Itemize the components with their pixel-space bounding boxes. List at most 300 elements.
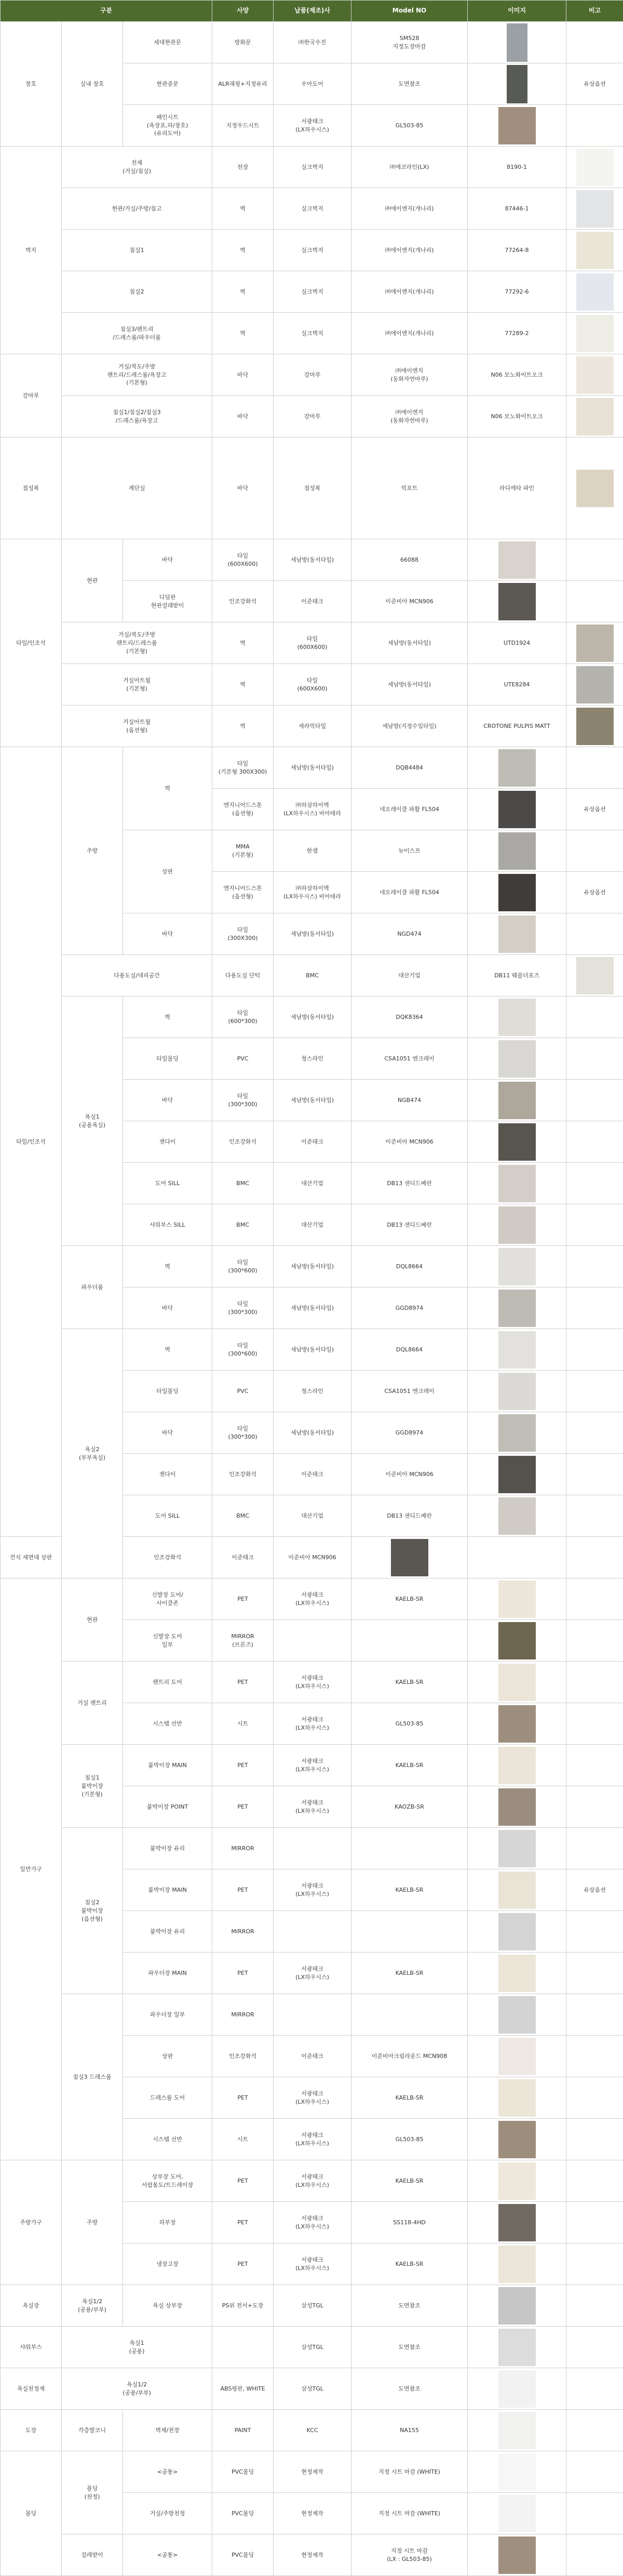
material-swatch [498,1497,536,1535]
table-cell [123,1578,212,1620]
remark-cell [566,22,623,63]
cell-text: 시스템 선반 [153,1720,182,1727]
cell-text: 천장 [237,164,248,170]
cell-text: 바닥 [162,931,173,937]
table-cell [62,2160,123,2285]
material-swatch [576,398,614,435]
cell-text: <공통> [157,2468,178,2475]
remark-text: 유상옵션 [584,1887,606,1893]
remark-cell [566,2243,623,2285]
cell-text: 실내 창호 [80,81,104,87]
material-swatch [498,1331,536,1369]
cell-text: 벽 [240,640,246,646]
cell-text: ALR래핑+지정유리 [218,81,267,87]
image-cell [468,1412,566,1454]
cell-text: 삼성TGL [301,2385,323,2392]
table-cell [274,1911,351,1953]
table-cell [351,2202,468,2243]
table-cell [274,1537,351,1578]
cell-text: PET [237,2261,248,2267]
cell-text: MIRROR [231,2011,254,2018]
cell-text: SM528 지정도장마감 [393,35,426,50]
table-cell [351,63,468,105]
table-cell [62,396,212,437]
material-swatch [498,1622,536,1659]
table-cell [351,2451,468,2493]
cell-text: 현정제작 [301,2510,323,2517]
table-cell [212,1454,274,1495]
cell-text: 현정제작 [301,2468,323,2475]
cell-text: 벽 [165,785,170,792]
table-cell [274,2202,351,2243]
image-cell [468,2243,566,2285]
cell-text: 실크벽지 [301,164,323,170]
material-swatch [498,2246,536,2283]
remark-cell [566,2160,623,2202]
cell-text: 벽체/천장 [155,2427,179,2434]
material-swatch [498,1581,536,1618]
cell-text: 청스라인 [301,1388,323,1395]
table-cell [62,271,212,313]
table-cell [351,872,468,913]
table-row [1,622,623,664]
table-cell [62,1745,123,1828]
cell-text: 도면참조 [398,2302,421,2309]
table-cell [274,2410,351,2451]
image-cell [468,1745,566,1786]
image-cell [468,1121,566,1163]
image-cell [566,271,623,313]
material-swatch [498,791,536,828]
material-swatch [498,541,536,579]
image-cell [468,789,566,830]
table-cell [1,437,62,539]
cell-text: 타일 (300*600) [228,1342,257,1357]
remark-cell [566,2534,623,2576]
image-cell [468,2119,566,2160]
cell-text: 침실1 [129,247,144,254]
cell-text: 8190-1 [507,164,527,170]
table-cell [351,1204,468,1246]
table-cell [351,1454,468,1495]
table-cell [123,1495,212,1537]
table-cell [351,1038,468,1080]
cell-text: 욕실장 [23,2302,39,2309]
cell-text: DB11 웨블더포즈 [494,972,539,979]
cell-text: 젠다이 [159,1138,176,1145]
cell-text: NGD474 [397,931,421,937]
remark-cell [566,2451,623,2493]
cell-text: 87446-1 [505,205,529,212]
cell-text: KAELB-SR [396,1596,424,1602]
table-cell [123,1994,212,2036]
table-cell [274,1662,351,1703]
image-cell [566,664,623,706]
image-cell [468,1869,566,1911]
table-cell [123,2160,212,2202]
material-swatch [576,315,614,352]
table-cell [351,1578,468,1620]
cell-text: BMC [306,972,319,979]
cell-text: 벽 [165,1014,170,1020]
table-cell [351,105,468,147]
image-cell [468,1246,566,1287]
cell-text: KAOZB-SR [395,1803,424,1810]
table-cell [62,437,212,539]
table-cell [468,188,566,230]
header-category: 구분 [1,1,212,22]
cell-text: ㈜에이엔지(개나리) [385,330,434,337]
table-cell [212,1495,274,1537]
cell-text: 디딤판 현관걸레받이 [151,594,184,609]
table-cell [351,1869,468,1911]
table-cell [351,354,468,396]
table-cell [212,230,274,271]
table-cell [274,872,351,913]
cell-text: ㈜에이엔지 (동화자연마루) [390,409,428,424]
table-cell [1,2327,62,2368]
table-cell [1,2285,62,2327]
table-cell [274,2077,351,2119]
cell-text: 한샘 [307,847,318,854]
table-cell [351,147,468,188]
table-cell [351,1745,468,1786]
cell-text: PET [237,1887,248,1893]
cell-text: 인조강화석 [154,1554,181,1561]
header-supplier: 납품(제조)사 [274,1,351,22]
table-cell [351,539,468,581]
cell-text: 현관/거실/주방/침고 [112,205,161,212]
table-cell [351,230,468,271]
material-swatch [498,1955,536,1992]
table-cell [123,1204,212,1246]
table-cell [1,354,62,437]
cell-text: 세남방(동서타일) [291,556,334,563]
cell-text: 실크벽지 [301,247,323,254]
table-cell [62,1246,123,1329]
material-swatch [498,2412,536,2449]
table-cell [212,997,274,1038]
remark-text: 유상옵션 [584,806,606,813]
cell-text: MIRROR [231,1845,254,1852]
material-swatch [498,874,536,911]
remark-text: 유상옵션 [584,889,606,896]
cell-text: PVC몰딩 [232,2510,254,2517]
image-cell [468,872,566,913]
table-cell [351,1994,468,2036]
remark-cell [566,1620,623,1662]
remark-cell [566,2285,623,2327]
cell-text: 대산기업 [301,1221,323,1228]
remark-cell [566,1454,623,1495]
table-row [1,313,623,354]
table-cell [274,230,351,271]
table-cell [123,1246,212,1287]
image-cell [566,313,623,354]
cell-text: 이준태크 [301,1471,323,1478]
table-cell [468,664,566,706]
cell-text: 침실3/펜트리 /드레스룸/파우더룸 [113,326,160,341]
table-cell [274,2451,351,2493]
remark-cell [566,1953,623,1994]
image-cell [468,2493,566,2534]
image-cell [566,230,623,271]
image-cell [468,1163,566,1204]
table-cell [1,2368,62,2410]
table-cell [351,830,468,872]
table-cell [123,1911,212,1953]
table-cell [212,1620,274,1662]
table-cell [212,2368,274,2410]
table-cell [351,1828,468,1869]
table-cell [274,955,351,997]
cell-text: 세남방(동서타일) [291,931,334,937]
cell-text: KAELB-SR [396,2261,424,2267]
table-cell [274,1869,351,1911]
remark-cell [566,1745,623,1786]
cell-text: 세남방(동서타일) [291,1429,334,1436]
material-swatch [498,2495,536,2532]
table-cell [212,1371,274,1412]
cell-text: 침실3 드레스룸 [73,2074,111,2080]
material-swatch [498,2287,536,2325]
image-cell [566,354,623,396]
cell-text: 청스라인 [301,1055,323,1062]
cell-text: 서광태크 (LX하우시스) [295,1675,329,1690]
table-cell [1,747,62,1537]
cell-text: 바닥 [237,485,248,492]
table-cell [468,313,566,354]
cell-text: 창호 [25,81,36,87]
material-swatch [498,1082,536,1119]
cell-text: 현정제작 [301,2552,323,2558]
table-cell [212,747,274,789]
material-swatch [498,2204,536,2241]
table-cell [123,2036,212,2077]
table-cell [123,1745,212,1786]
table-cell [212,1703,274,1745]
table-cell [351,2119,468,2160]
image-cell [468,2368,566,2410]
material-swatch [576,666,614,703]
remark-cell [566,913,623,955]
table-row [1,1246,623,1287]
table-cell [351,2410,468,2451]
image-cell [468,1080,566,1121]
image-cell [468,1204,566,1246]
cell-text: 세라믹타일 [299,723,326,729]
cell-text: 도면참조 [398,2385,421,2392]
table-cell [123,1287,212,1329]
table-cell [123,2202,212,2243]
cell-text: 샤워부스 SILL [150,1221,185,1228]
table-cell [123,539,212,581]
cell-text: 다용도실/대피공간 [114,972,160,979]
cell-text: 서광태크 (LX하우시스) [295,118,329,133]
material-swatch [576,470,614,507]
table-cell [62,2534,123,2576]
cell-text: 욕실1 (공용욕실) [79,1113,105,1128]
cell-text: 세남방(동서타일) [388,640,431,646]
table-cell [351,789,468,830]
cell-text: KAELB-SR [396,1970,424,1976]
image-cell [468,747,566,789]
cell-text: 상판 [162,868,173,875]
cell-text: 주방가구 [20,2219,42,2226]
table-cell [123,63,212,105]
cell-text: PET [237,2094,248,2101]
cell-text: 벽 [240,205,246,212]
table-cell [212,2410,274,2451]
table-cell [274,1703,351,1745]
material-swatch [498,1206,536,1244]
material-swatch [498,1040,536,1078]
remark-cell [566,1786,623,1828]
image-cell [468,2285,566,2327]
table-cell [274,1329,351,1371]
cell-text: 붙박이장 유리 [150,1845,185,1852]
table-row [1,2368,623,2410]
table-cell [351,664,468,706]
table-cell [274,997,351,1038]
cell-text: 드레스룸 도어 [150,2094,185,2101]
table-cell [212,913,274,955]
remark-cell [468,1537,566,1578]
remark-cell [566,2036,623,2077]
cell-text: 대산기업 [301,1512,323,1519]
cell-text: PET [237,2177,248,2184]
table-cell [274,622,351,664]
table-cell [274,1121,351,1163]
table-cell [123,913,212,955]
remark-cell [566,2077,623,2119]
table-cell [274,313,351,354]
table-row [1,1578,623,1620]
table-cell [123,1329,212,1371]
table-cell [123,2243,212,2285]
cell-text: ㈜에이엔지(개나리) [385,205,434,212]
table-cell [274,188,351,230]
cell-text: 바닥 [237,371,248,378]
header-remark: 비고 [566,1,623,22]
table-cell [274,1287,351,1329]
remark-cell [566,1662,623,1703]
table-cell [1,539,62,747]
cell-text: 침실1/침실2/침실3 /드레스룸/욕장고 [113,409,160,424]
material-swatch [498,2370,536,2408]
remark-cell [566,2368,623,2410]
table-cell [212,2243,274,2285]
table-cell [274,664,351,706]
remark-cell [566,1828,623,1869]
image-cell [566,622,623,664]
cell-text: 77264-8 [505,247,529,254]
table-row [1,539,623,581]
header-model: Model NO [351,1,468,22]
remark-cell [566,2119,623,2160]
cell-text: PET [237,1596,248,1602]
cell-text: 이준태크 [301,2053,323,2060]
table-cell [123,1412,212,1454]
table-cell [351,437,468,539]
table-cell [123,2493,212,2534]
table-cell [62,1578,123,1662]
cell-text: N06 모노화이트오크 [491,413,543,420]
cell-text: 바닥 [162,1305,173,1311]
cell-text: 상판 [162,2053,173,2060]
table-cell [123,1080,212,1121]
table-cell [351,1371,468,1412]
material-swatch [498,1248,536,1285]
table-cell [123,997,212,1038]
material-swatch [498,2121,536,2158]
cell-text: 우아도어 [301,81,323,87]
table-cell [212,1994,274,2036]
table-row [1,664,623,706]
cell-text: ㈜에코라인(LX) [390,164,429,170]
cell-text: ABS평판, WHITE [220,2385,265,2392]
image-cell [468,1329,566,1371]
table-cell [62,622,212,664]
material-swatch [576,957,614,994]
cell-text: 세남방(지정수입타일) [382,723,436,729]
cell-text: 77292-6 [505,288,529,295]
cell-text: 인조강화석 [229,598,256,605]
remark-cell [566,1412,623,1454]
table-cell [212,1329,274,1371]
cell-text: 벽지 [25,247,36,254]
table-cell [274,1080,351,1121]
material-swatch [498,1830,536,1867]
cell-text: 타일 (300*300) [228,1093,257,1108]
remark-cell [566,1869,623,1911]
table-cell [351,1911,468,1953]
table-cell [62,2410,123,2451]
image-cell [468,1454,566,1495]
material-swatch [576,708,614,745]
cell-text: 서광태크 (LX하우시스) [295,1799,329,1814]
cell-text: 욕실1/2 (공용/부부) [123,2381,151,2396]
cell-text: 강마루 [23,392,39,399]
cell-text: 거실/복도/주방 팬트리/드레스룸 (기본형) [116,631,157,655]
table-cell [123,747,212,830]
cell-text: CSA1051 엔크레이 [384,1388,434,1395]
cell-text: 타일 (600X600) [227,552,258,567]
cell-text: DB13 샌디드베란 [387,1512,432,1519]
table-cell [62,1994,123,2160]
table-row [1,706,623,747]
cell-text: N06 모노화이트오크 [491,371,543,378]
image-cell [468,1371,566,1412]
table-cell [1,1578,62,2160]
material-swatch [498,2329,536,2366]
cell-text: 샤워부스 [20,2344,42,2351]
cell-text: BMC [236,1512,249,1519]
cell-text: 붙박이장 MAIN [148,1887,187,1893]
table-cell [62,1828,123,1994]
cell-text: ㈜하삼하이맥 (LX하우시스) 비아테라 [283,885,341,900]
table-cell [468,955,566,997]
cell-text: ㈜에이엔지 (동화자연마루) [390,367,428,382]
cell-text: 지정 시트 마감 (LX : GL503-85) [387,2547,432,2562]
table-cell [123,2077,212,2119]
cell-text: 이준비아 MCN906 [288,1554,336,1561]
table-cell [274,1994,351,2036]
cell-text: 세남방(동서타일) [388,681,431,688]
cell-text: 강마루 [304,413,321,420]
cell-text: BMC [236,1221,249,1228]
table-cell [123,1703,212,1745]
